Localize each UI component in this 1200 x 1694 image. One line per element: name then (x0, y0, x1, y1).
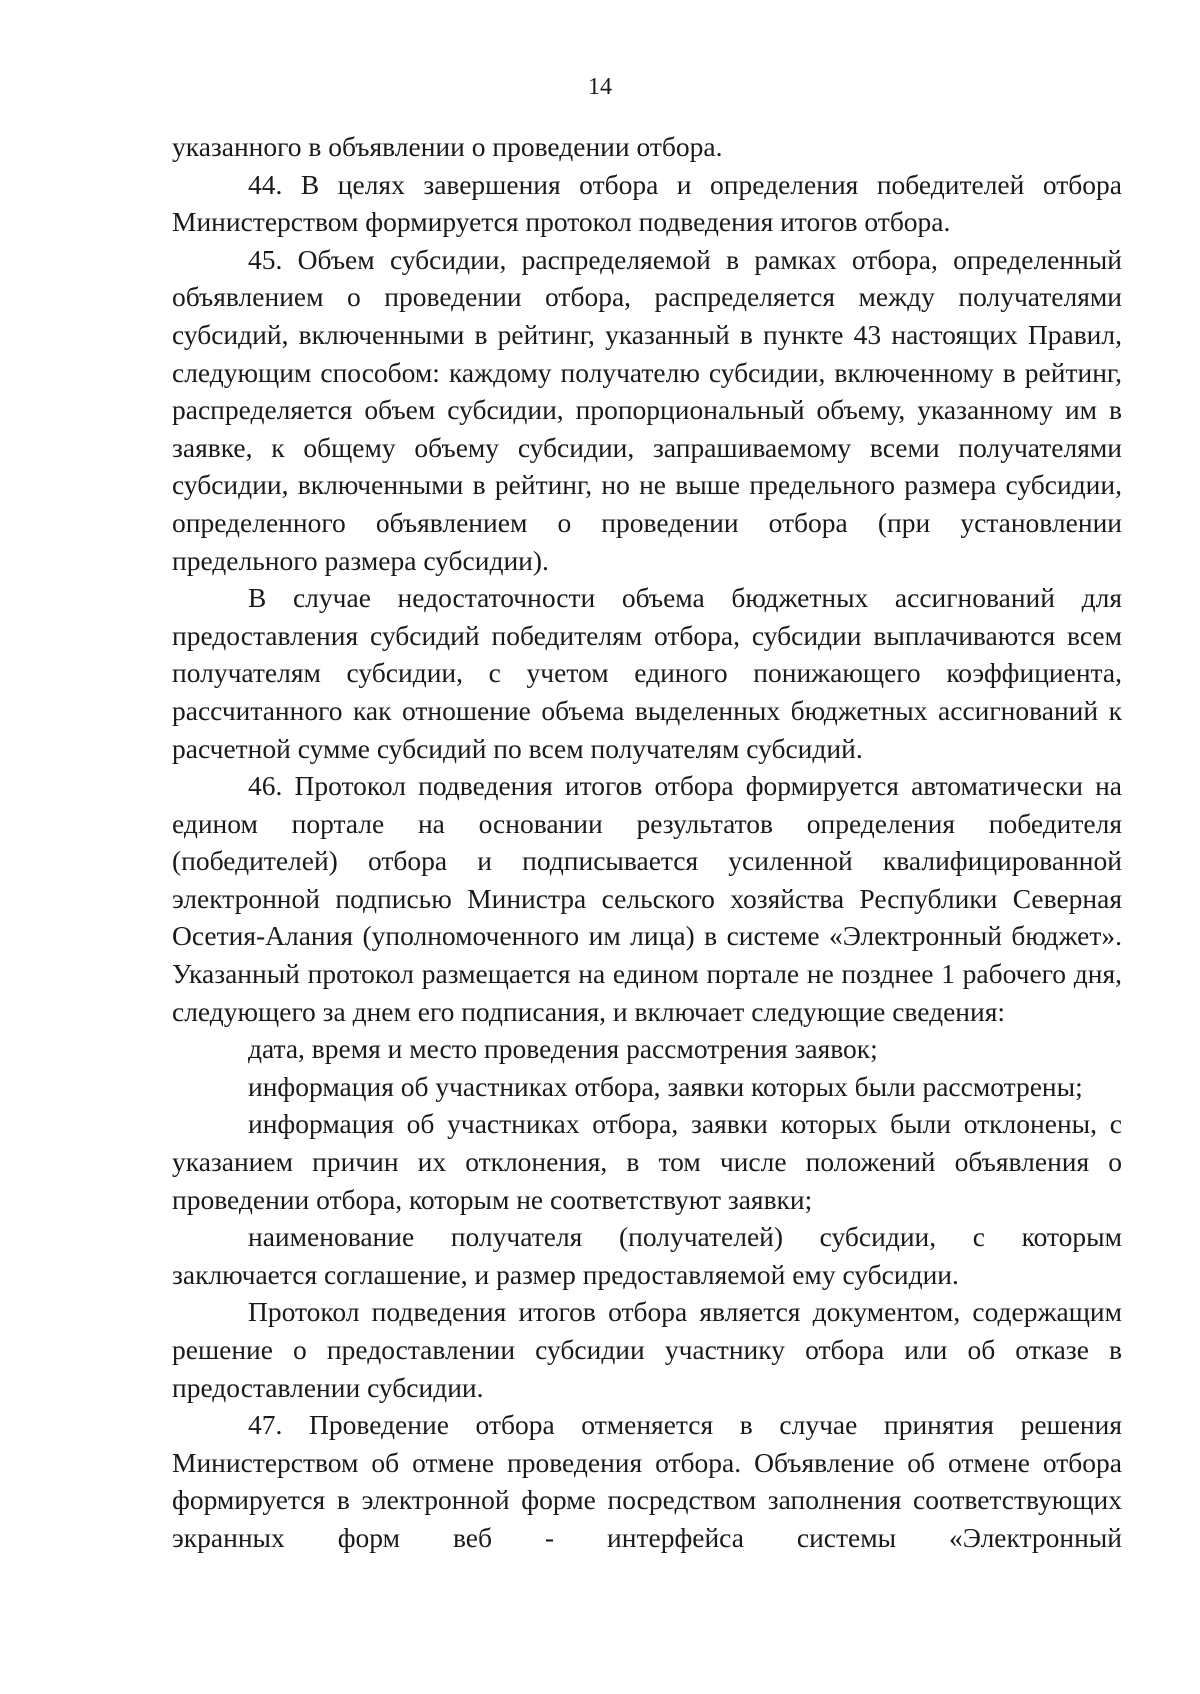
paragraph-44: 44. В целях завершения отбора и определения победителей отбора Министерством формируется протокол подведения итогов отбора. (172, 168, 1122, 238)
list-item-recipient-name: наименование получателя (получателей) субсидии, с которым заключается соглашение, и размер предоставляемой ему субсидии. (172, 1221, 1122, 1290)
list-item-reviewed-applications: информация об участниках отбора, заявки которых были рассмотрены; (248, 1070, 1083, 1102)
paragraph-47: 47. Проведение отбора отменяется в случае принятия решения Министерством об отмене проведения отбора. Объявление об отмене отбора формируется в электронной форме посредством заполнения соответствующих экранных форм веб - интерфейса системы «Электронный (172, 1409, 1122, 1553)
paragraph-insufficient-funds: В случае недостаточности объема бюджетных ассигнований для предоставления субсидий победителям отбора, субсидии выплачиваются всем получателям субсидии, с учетом единого понижающего коэффициента, рассчитанного как отношение объема выделенных бюджетных ассигнований к расчетной сумме субсидий по всем получателям субсидий. (172, 582, 1122, 764)
paragraph-protocol-decision: Протокол подведения итогов отбора является документом, содержащим решение о предоставлении субсидии участнику отбора или об отказе в предоставлении субсидии. (172, 1296, 1122, 1403)
list-item-rejected-applications: информация об участниках отбора, заявки которых были отклонены, с указанием причин их отклонения, в том числе положений объявления о проведении отбора, которым не соответствуют заявки; (172, 1108, 1122, 1215)
paragraph-continuation: указанного в объявлении о проведении отбора. (172, 131, 723, 162)
list-item-date-time-place: дата, время и место проведения рассмотрения заявок; (248, 1033, 878, 1065)
paragraph-45: 45. Объем субсидии, распределяемой в рамках отбора, определенный объявлением о проведении отбора, распределяется между получателями субсидий, включенными в рейтинг, указанный в пункте 43 настоящих Правил, следующим способом: каждому получателю субсидии, включенному в рейтинг, распределяется объем субсидии, пропорциональный объему, указанному им в заявке, к общему объему субсидии, запрашиваемому всеми получателями субсидии, включенными в рейтинг, но не выше предельного размера субсидии, определенного объявлением о проведении отбора (при установлении предельного размера субсидии). (172, 243, 1122, 576)
page-number: 14 (588, 74, 612, 100)
document-body (172, 128, 1122, 1557)
paragraph-46: 46. Протокол подведения итогов отбора формируется автоматически на едином портале на основании результатов определения победителя (победителей) отбора и подписывается усиленной квалифицированной электронной подписью Министра сельского хозяйства Республики Северная Осетия-Алания (уполномоченного им лица) в системе «Электронный бюджет». Указанный протокол размещается на едином портале не позднее 1 рабочего дня, следующего за днем его подписания, и включает следующие сведения: (172, 770, 1122, 1027)
